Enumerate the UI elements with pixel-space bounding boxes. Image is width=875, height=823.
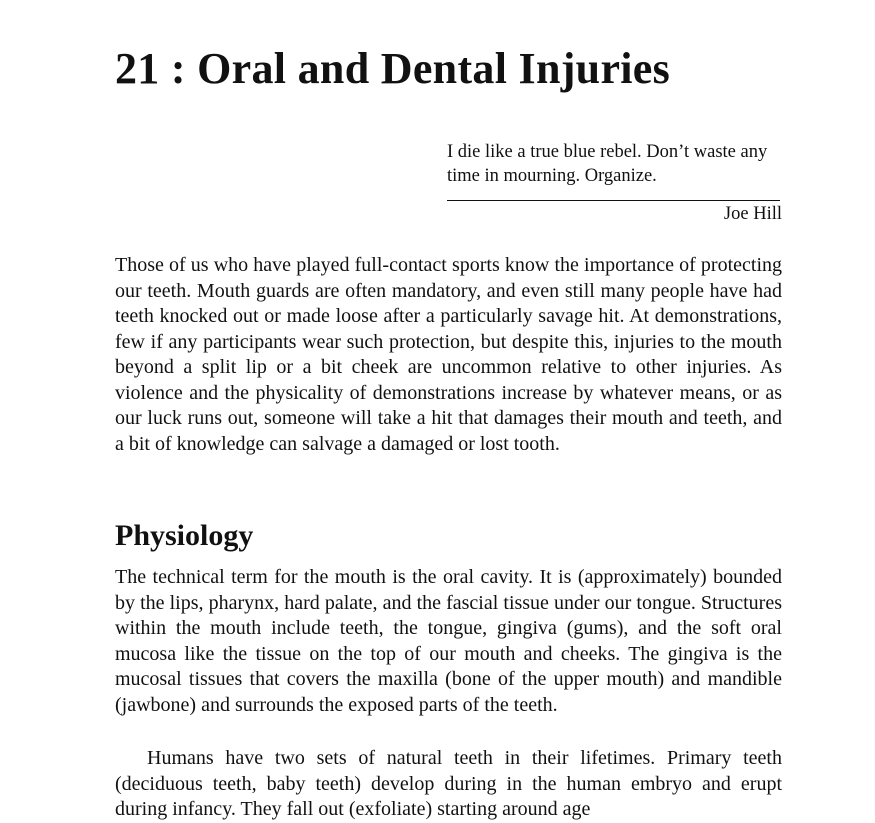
intro-paragraph: Those of us who have played full-contact sports know the importance of protecting our teeth. Mouth guards are often mandatory, and even still many people have had teeth knocked out or made loose after a particularly savage hit. At demonstrations, few if any participants wear such protection, but despite this, injuries to the mouth beyond a split lip or a bit cheek are uncommon relative to other injuries. As violence and the physicality of demonstrations increase by whatever means, or as our luck runs out, someone will take a hit that damages their mouth and teeth, and a bit of knowledge can salvage a damaged or lost tooth. <box>115 254 782 455</box>
physiology-paragraph-1: The technical term for the mouth is the oral cavity. It is (approximately) bounded by the lips, pharynx, hard palate, and the fascial tissue under our tongue. Structures within the mouth include teeth, the tongue, gingiva (gums), and the soft oral mucosa like the tissue on the top of our mouth and cheeks. The gingiva is the mucosal tissues that covers the maxilla (bone of the upper mouth) and mandible (jawbone) and surrounds the exposed parts of the teeth. <box>115 566 782 716</box>
physiology-paragraph-2: Humans have two sets of natural teeth in their lifetimes. Primary teeth (deciduous teeth, baby teeth) develop during in the human embryo and erupt during infancy. They fall out (exfoliate) starting around age <box>115 747 782 820</box>
section-heading-physiology: Physiology <box>115 519 254 552</box>
epigraph-author: Joe Hill <box>723 204 782 224</box>
epigraph <box>447 140 782 226</box>
chapter-title: 21 : Oral and Dental Injuries <box>115 44 671 93</box>
epigraph-quote: I die like a true blue rebel. Don’t waste any time in mourning. Organize. <box>447 142 768 186</box>
epigraph-divider <box>447 200 780 201</box>
